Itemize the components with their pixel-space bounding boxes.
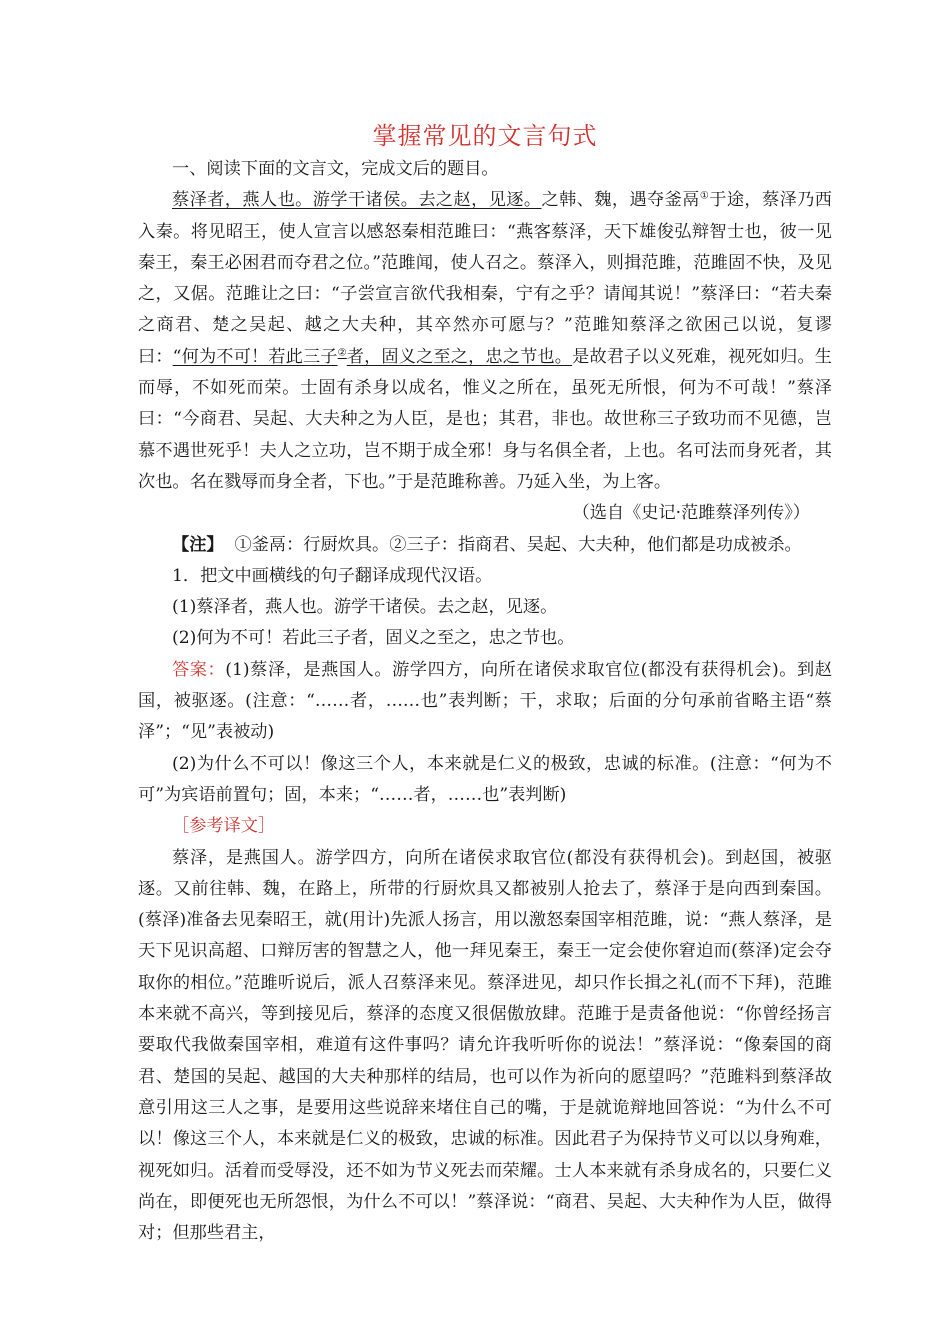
answer-text-1: (1)蔡泽，是燕国人。游学四方，向所在诸侯求取官位(都没有获得机会)。到赵国，被驱逐。(注意：“……者，……也”表判断；干，求取；后面的分句承前省略主语“蔡泽”；“见”表被动) bbox=[138, 659, 832, 743]
footnote-marker-1: ① bbox=[699, 190, 710, 202]
answer-label: 答案： bbox=[172, 659, 226, 680]
footnote bbox=[138, 530, 832, 561]
answer-1 bbox=[138, 655, 832, 749]
document-page bbox=[138, 118, 832, 1249]
question-item-2: (2)何为不可！若此三子者，固义之至之，忠之节也。 bbox=[172, 628, 575, 649]
page-title: 掌握常见的文言句式 bbox=[372, 122, 598, 150]
passage-text: 之韩、魏，遇夺釜鬲 bbox=[541, 190, 700, 211]
passage-paragraph bbox=[138, 185, 832, 498]
answer-2: (2)为什么不可以！像这三个人，本来就是仁义的极致，忠诚的标准。(注意：“何为不可”为宾语前置句；固，本来；“……者，……也”表判断) bbox=[138, 753, 832, 805]
question-prompt: 1．把文中画横线的句子翻译成现代汉语。 bbox=[172, 565, 493, 586]
reference-translation: 蔡泽，是燕国人。游学四方，向所在诸侯求取官位(都没有获得机会)。到赵国，被驱逐。又前往韩、魏，在路上，所带的行厨炊具又都被别人抢去了，蔡泽于是向西到秦国。(蔡泽)准备去见秦昭王，就(用计)先派人扬言，用以激怒秦国宰相范雎，说：“燕人蔡泽，是天下见识高超、口辩厉害的智慧之人，他一拜见秦王，秦王一定会使你窘迫而(蔡泽)定会夺取你的相位。”范雎听说后，派人召蔡泽来见。蔡泽进见，却只作长揖之礼(而不下拜)，范雎本来就不高兴，等到接见后，蔡泽的态度又很倨傲放肆。范雎于是责备他说：“你曾经扬言要取代我做秦国宰相，难道有这件事吗？请允许我听听你的说法！”蔡泽说：“像秦国的商君、楚国的吴起、越国的大夫种那样的结局，也可以作为祈向的愿望吗？”范雎料到蔡泽故意引用这三人之事，是要用这些说辞来堵住自己的嘴，于是就诡辩地回答说：“为什么不可以！像这三个人，本来就是仁义的极致，忠诚的标准。因此君子为保持节义可以以身殉难，视死如归。活着而受辱没，还不如为节义死去而荣耀。士人本来就有杀身成名的，只要仁义尚在，即便死也无所怨恨，为什么不可以！”蔡泽说：“商君、吴起、大夫种作为人臣，做得对；但那些君主， bbox=[138, 847, 832, 1244]
underlined-sentence-1: 蔡泽者，燕人也。游学干诸侯。去之赵，见逐。 bbox=[172, 190, 542, 211]
source-citation: （选自《史记·范雎蔡泽列传》） bbox=[572, 503, 810, 524]
reference-label: ［参考译文］ bbox=[172, 816, 276, 837]
underlined-sentence-2a: “何为不可！若此三子 bbox=[172, 346, 338, 367]
passage-text: 是故君子以义死难，视死如归。生而辱，不如死而荣。士固有杀身以成名，惟义之所在，虽死无所恨，何为不可哉！”蔡泽曰：“今商君、吴起、大夫种之为人臣，是也；其君，非也。故世称三子致功而不见德，岂慕不遇世死乎！夫人之立功，岂不期于成全邪！身与名俱全者，上也。名可法而身死者，其次也。名在戮辱而身全者，下也。”于是范雎称善。乃延入坐，为上客。 bbox=[138, 346, 832, 492]
passage-text: 于途，蔡泽乃西入秦。将见昭王，使人宣言以感怒秦相范雎曰：“燕客蔡泽，天下雄俊弘辩智士也，彼一见秦王，秦王必困君而夺君之位。”范雎闻，使人召之。蔡泽入，则揖范雎，范雎固不快，及见之，又倨。范雎让之曰：“子尝宣言欲代我相秦，宁有之乎？请闻其说！”蔡泽曰：“若夫秦之商君、楚之吴起、越之大夫种，其卒然亦可愿与？”范雎知蔡泽之欲困己以说，复谬曰： bbox=[138, 190, 832, 367]
footnote-text: ①釜鬲：行厨炊具。②三子：指商君、吴起、大夫种，他们都是功成被杀。 bbox=[234, 534, 802, 555]
footnote-tag: 【注】 bbox=[172, 534, 224, 555]
section-heading: 一、阅读下面的文言文，完成文后的题目。 bbox=[172, 159, 499, 179]
underlined-sentence-2b: 者，固义之至之，忠之节也。 bbox=[346, 346, 573, 367]
question-item-1: (1)蔡泽者，燕人也。游学干诸侯。去之赵，见逐。 bbox=[172, 597, 558, 618]
footnote-marker-2: ② bbox=[337, 347, 347, 359]
